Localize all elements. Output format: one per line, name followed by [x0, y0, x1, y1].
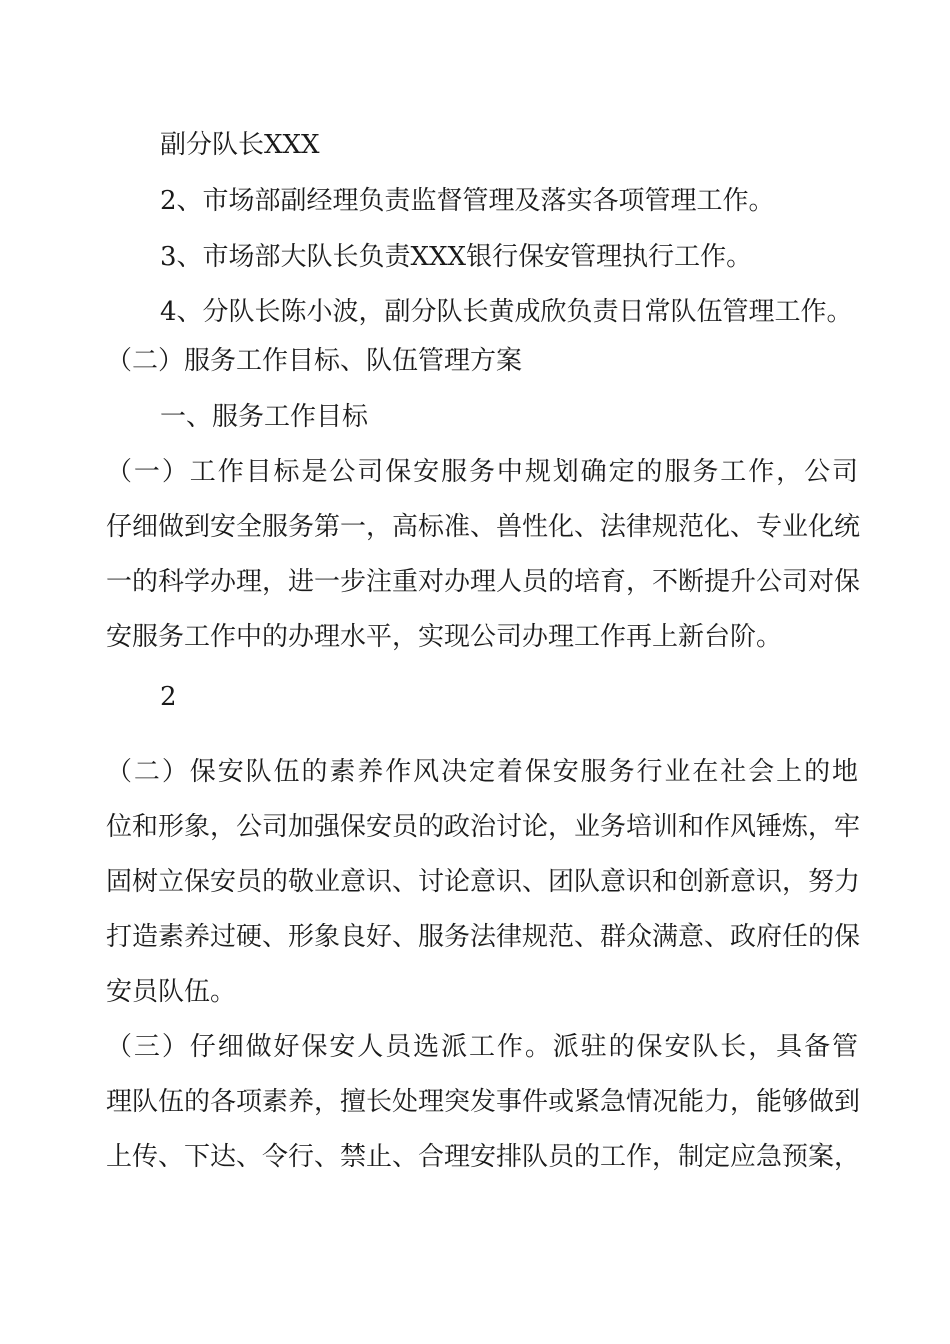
paragraph-3-line-3: 上传、下达、令行、禁止、合理安排队员的工作，制定应急预案， — [106, 1142, 861, 1172]
paragraph-2-line-5: 安员队伍。 — [106, 977, 237, 1007]
paragraph-1-line-4: 安服务工作中的办理水平，实现公司办理工作再上新台阶。 — [106, 622, 783, 652]
paragraph-3-line-1: （三）仔细做好保安人员选派工作。派驻的保安队长，具备管 — [106, 1032, 858, 1062]
paragraph-2-line-1: （二）保安队伍的素养作风决定着保安服务行业在社会上的地 — [106, 757, 858, 787]
text-line-item-4: 4、分队长陈小波，副分队长黄成欣负责日常队伍管理工作。 — [160, 297, 853, 327]
paragraph-1-line-1: （一）工作目标是公司保安服务中规划确定的服务工作，公司 — [106, 457, 858, 487]
paragraph-1-line-2: 仔细做到安全服务第一，高标准、兽性化、法律规范化、专业化统 — [106, 512, 861, 542]
paragraph-2-line-4: 打造素养过硬、形象良好、服务法律规范、群众满意、政府任的保 — [106, 922, 861, 952]
text-line-item-3: 3、市场部大队长负责XXX银行保安管理执行工作。 — [160, 242, 753, 272]
paragraph-1-line-3: 一的科学办理，进一步注重对办理人员的培育，不断提升公司对保 — [106, 567, 861, 597]
text-line-item-2: 2、市场部副经理负责监督管理及落实各项管理工作。 — [160, 186, 775, 216]
text-line-deputy-squad-leader: 副分队长XXX — [160, 130, 320, 160]
paragraph-2-line-3: 固树立保安员的敬业意识、讨论意识、团队意识和创新意识，努力 — [106, 867, 861, 897]
subsection-heading-1: 一、服务工作目标 — [160, 402, 369, 432]
paragraph-2-line-2: 位和形象，公司加强保安员的政治讨论，业务培训和作风锤炼，牢 — [106, 812, 861, 842]
paragraph-3-line-2: 理队伍的各项素养，擅长处理突发事件或紧急情况能力，能够做到 — [106, 1087, 861, 1117]
section-heading-2: （二）服务工作目标、队伍管理方案 — [106, 346, 523, 376]
page-number: 2 — [160, 682, 177, 712]
